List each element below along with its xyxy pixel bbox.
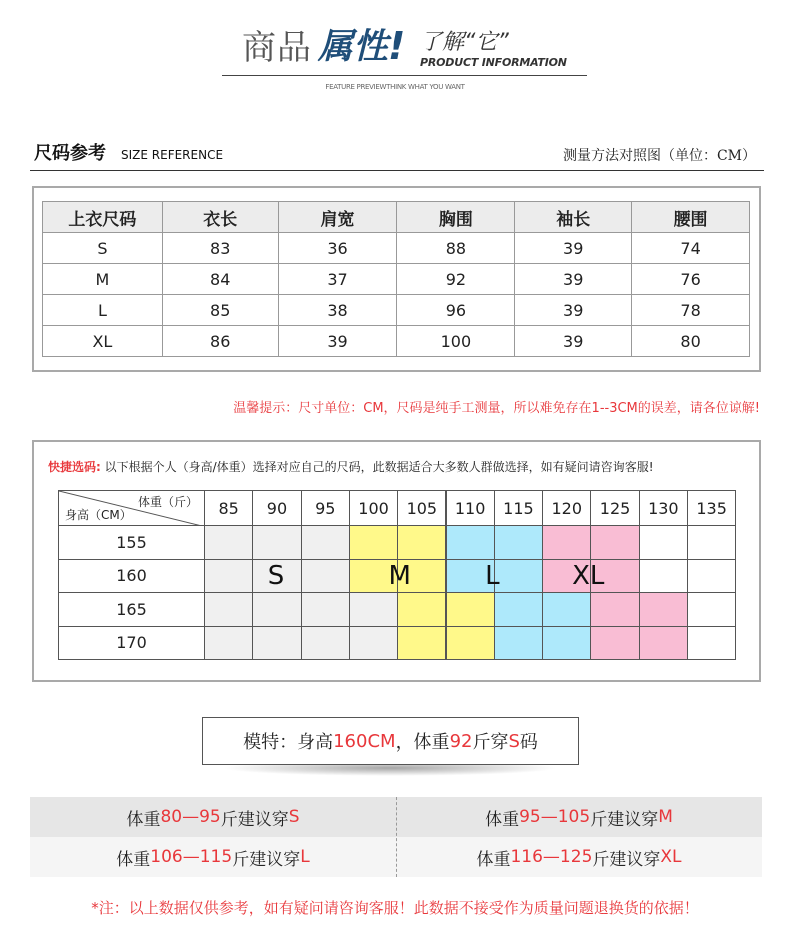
sleeve-cell: 39: [515, 326, 632, 357]
length-cell: 83: [162, 233, 278, 264]
suggest-text: 斤建议穿: [232, 849, 301, 870]
size-zone-cell: [542, 626, 591, 661]
weight-header-cell: 135: [687, 490, 736, 526]
size-zone-cell: [590, 626, 639, 661]
suggest-text: 体重: [476, 849, 511, 870]
chest-cell: 88: [397, 233, 515, 264]
sleeve-cell: 39: [515, 264, 632, 295]
size-zone-cell: [494, 559, 543, 594]
suggest-text: 体重: [485, 809, 520, 830]
model-size: S: [508, 730, 520, 752]
suggest-range: 80—95: [160, 807, 221, 827]
size-cell: XL: [43, 326, 163, 357]
size-zone-cell: [301, 626, 350, 661]
suggest-item: [30, 837, 396, 877]
weight-header-cell: 125: [590, 490, 639, 526]
size-suggestions: [30, 797, 762, 877]
suggest-item: [396, 797, 762, 837]
table-row: [43, 295, 750, 326]
quick-pick-text: [48, 458, 654, 475]
size-zone-cell: [397, 626, 446, 661]
shoulder-cell: 39: [278, 326, 397, 357]
size-zone-label: M: [388, 560, 411, 591]
size-zone-cell: [301, 592, 350, 627]
size-zone-cell: [639, 559, 688, 594]
suggest-item: [30, 797, 396, 837]
size-table-header: [43, 202, 750, 233]
size-cell: M: [43, 264, 163, 295]
quick-pick-label: 快捷选码:: [48, 460, 101, 474]
size-cell: S: [43, 233, 163, 264]
suggest-size: L: [300, 847, 310, 867]
suggest-item: [396, 837, 762, 877]
waist-cell: 80: [632, 326, 750, 357]
suggest-range: 95—105: [519, 807, 591, 827]
header-title-en: PRODUCT INFORMATION: [420, 56, 567, 69]
shoulder-cell: 37: [278, 264, 397, 295]
size-zone-cell: [687, 559, 736, 594]
quick-pick-description: 以下根据个人（身高/体重）选择对应自己的尺码，此数据适合大多数人群做选择，如有疑问请咨询客服!: [104, 460, 654, 474]
weight-header-cell: 110: [446, 490, 495, 526]
size-zone-cell: [349, 626, 398, 661]
suggest-range: 106—115: [150, 847, 233, 867]
size-zone-cell: [397, 525, 446, 560]
model-text-b: ，体重: [395, 732, 450, 753]
weight-header-cell: 100: [349, 490, 398, 526]
corner-weight-label: 体重（斤）: [137, 495, 198, 509]
size-zone-cell: [639, 525, 688, 560]
suggest-size: S: [288, 807, 300, 827]
length-cell: 85: [162, 295, 278, 326]
suggest-text: 体重: [116, 849, 151, 870]
header-cell: 肩宽: [278, 202, 397, 233]
size-zone-cell: [204, 525, 253, 560]
size-zone-cell: [446, 525, 495, 560]
size-zone-cell: [639, 626, 688, 661]
shoulder-cell: 38: [278, 295, 397, 326]
suggest-divider: [396, 797, 397, 877]
size-zone-cell: [687, 592, 736, 627]
sleeve-cell: 39: [515, 295, 632, 326]
header-subtitle: FEATURE PREVIEWTHINK WHAT YOU WANT: [325, 83, 465, 91]
model-height: 160CM: [333, 730, 396, 752]
length-cell: 84: [162, 264, 278, 295]
size-zone-label: L: [485, 560, 500, 591]
weight-header-cell: 130: [639, 490, 688, 526]
suggest-size: XL: [660, 847, 682, 867]
size-zone-cell: [639, 592, 688, 627]
model-info: [202, 717, 579, 765]
header-title-b: 属性: [318, 27, 389, 67]
weight-header-cell: 90: [252, 490, 301, 526]
model-weight: 92: [449, 730, 473, 752]
size-zone-cell: [252, 592, 301, 627]
size-ref-title: 尺码参考: [34, 143, 106, 164]
size-zone-cell: [542, 525, 591, 560]
header-cell: 衣长: [162, 202, 278, 233]
size-zone-label: S: [267, 560, 285, 591]
suggest-size: M: [658, 807, 673, 827]
chest-cell: 96: [397, 295, 515, 326]
suggest-text: 斤建议穿: [592, 849, 661, 870]
header-divider: [222, 75, 587, 76]
section-divider: [30, 170, 764, 171]
header-cell: 袖长: [515, 202, 632, 233]
measurement-notice: 温馨提示：尺寸单位：CM，尺码是纯手工测量，所以难免存在1--3CM的误差，请各位谅解!: [233, 401, 760, 416]
waist-cell: 76: [632, 264, 750, 295]
table-row: [43, 233, 750, 264]
weight-header-cell: 105: [397, 490, 446, 526]
size-zone-cell: [446, 626, 495, 661]
waist-cell: 74: [632, 233, 750, 264]
model-text-d: 码: [519, 732, 538, 753]
sleeve-cell: 39: [515, 233, 632, 264]
corner-height-label: 身高（CM）: [65, 508, 132, 522]
height-row-label: 170: [58, 626, 205, 661]
suggest-range: 116—125: [510, 847, 593, 867]
size-zone-cell: [590, 525, 639, 560]
weight-header-cell: 95: [301, 490, 350, 526]
footer-disclaimer: *注：以上数据仅供参考，如有疑问请咨询客服！此数据不接受作为质量问题退换货的依据！: [91, 899, 699, 917]
model-text-c: 斤穿: [472, 732, 509, 753]
chest-cell: 100: [397, 326, 515, 357]
measurement-label: 测量方法对照图（单位：CM）: [562, 148, 756, 164]
suggest-text: 斤建议穿: [590, 809, 659, 830]
table-row: [43, 326, 750, 357]
size-zone-cell: [494, 525, 543, 560]
size-zone-cell: [301, 525, 350, 560]
size-zone-cell: [204, 559, 253, 594]
header-exclamation: !: [388, 24, 406, 68]
length-cell: 86: [162, 326, 278, 357]
model-text-a: 模特：身高: [243, 732, 334, 753]
weight-header-cell: 115: [494, 490, 543, 526]
size-zone-cell: [252, 525, 301, 560]
chest-cell: 92: [397, 264, 515, 295]
header-cell: 胸围: [397, 202, 515, 233]
size-zone-cell: [397, 592, 446, 627]
header-title-a: 商品: [242, 28, 312, 68]
height-row-label: 155: [58, 525, 205, 560]
height-row-label: 160: [58, 559, 205, 594]
suggest-text: 斤建议穿: [220, 809, 289, 830]
size-zone-cell: [204, 592, 253, 627]
size-cell: L: [43, 295, 163, 326]
size-zone-cell: [301, 559, 350, 594]
header-title-c: 了解“它”: [420, 30, 509, 55]
size-zone-cell: [494, 626, 543, 661]
size-zone-cell: [252, 626, 301, 661]
size-zone-cell: [687, 626, 736, 661]
size-zone-cell: [446, 592, 495, 627]
size-table: [42, 201, 750, 357]
size-zone-cell: [687, 525, 736, 560]
shoulder-cell: 36: [278, 233, 397, 264]
size-zone-cell: [204, 626, 253, 661]
size-zone-label: XL: [572, 560, 605, 591]
size-ref-title-en: SIZE REFERENCE: [121, 148, 224, 162]
page-header: [0, 0, 790, 100]
size-zone-cell: [590, 592, 639, 627]
weight-header-cell: 85: [204, 490, 253, 526]
header-cell: 腰围: [632, 202, 750, 233]
header-cell: 上衣尺码: [43, 202, 163, 233]
size-zone-cell: [349, 525, 398, 560]
height-row-label: 165: [58, 592, 205, 627]
size-zone-cell: [542, 592, 591, 627]
weight-header-cell: 120: [542, 490, 591, 526]
size-zone-cell: [494, 592, 543, 627]
grid-corner: [58, 490, 205, 526]
table-row: [43, 264, 750, 295]
suggest-text: 体重: [126, 809, 161, 830]
waist-cell: 78: [632, 295, 750, 326]
size-zone-cell: [349, 592, 398, 627]
